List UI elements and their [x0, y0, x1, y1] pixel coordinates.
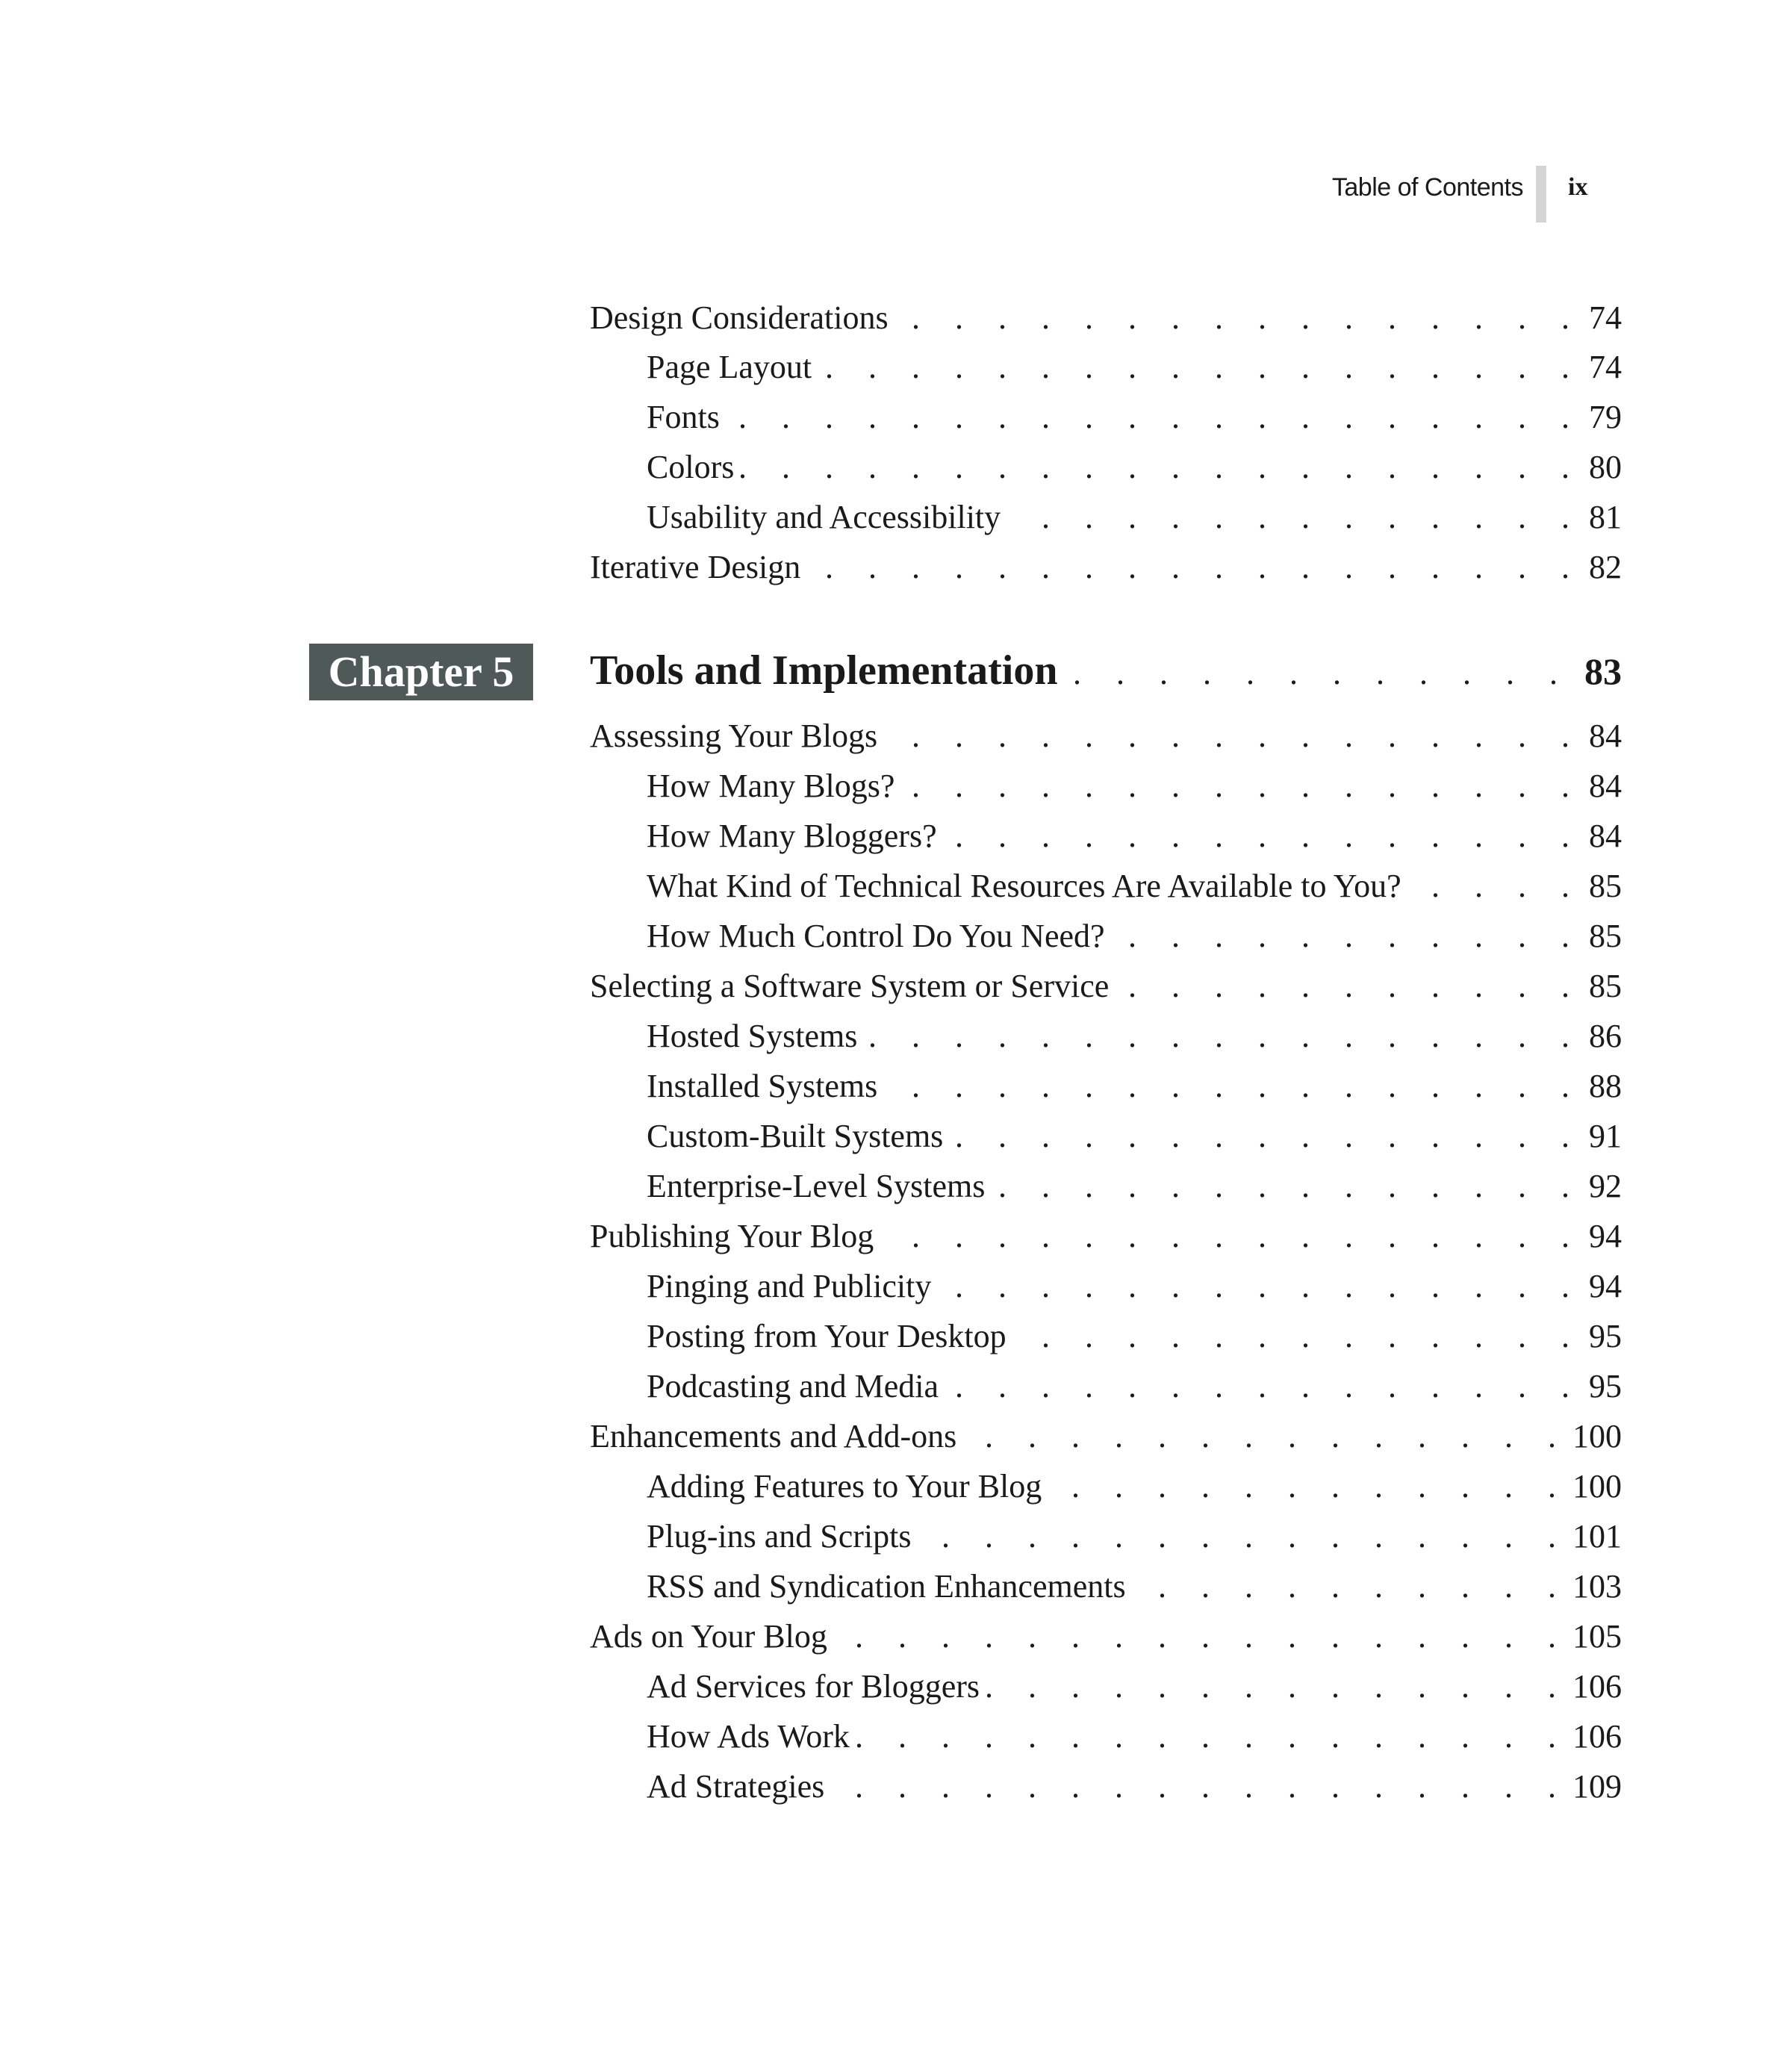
chapter-badge: Chapter 5: [309, 644, 533, 700]
toc-entry-title: Enterprise-Level Systems: [647, 1168, 986, 1204]
dot-leader: [883, 1067, 1583, 1105]
toc-entry-podcasting-media[interactable]: [647, 1367, 1622, 1412]
running-header-title: Table of Contents: [1331, 173, 1523, 202]
toc-entry-fonts[interactable]: [647, 398, 1622, 443]
dot-leader: [895, 299, 1583, 337]
dot-leader: [1012, 1317, 1583, 1355]
toc-entry-page: 94: [1589, 1268, 1622, 1304]
dot-leader: [830, 1767, 1569, 1805]
toc-entry-enhancements-addons[interactable]: [590, 1417, 1622, 1462]
toc-entry-ads-on-your-blog[interactable]: [590, 1617, 1622, 1662]
dot-leader: [818, 348, 1583, 386]
toc-entry-usability-accessibility[interactable]: [647, 498, 1622, 543]
toc-entry-colors[interactable]: [647, 448, 1622, 493]
toc-entry-page: 81: [1589, 499, 1622, 535]
toc-entry-page: 106: [1572, 1668, 1622, 1705]
dot-leader: [833, 1617, 1569, 1655]
toc-entry-page: 80: [1589, 449, 1622, 485]
toc-entry-page: 84: [1589, 768, 1622, 804]
dot-leader: [856, 1717, 1569, 1755]
toc-entry-page: 82: [1589, 549, 1622, 585]
toc-entry-page: 105: [1572, 1618, 1622, 1655]
toc-entry-page: 106: [1572, 1718, 1622, 1755]
toc-entry-title: Fonts: [647, 399, 720, 435]
toc-entry-pinging-publicity[interactable]: [647, 1267, 1622, 1312]
toc-entry-page: 94: [1589, 1218, 1622, 1254]
toc-entry-hosted-systems[interactable]: [647, 1017, 1622, 1062]
toc-entry-title: Ad Services for Bloggers: [647, 1668, 980, 1705]
toc-entry-title: Design Considerations: [590, 299, 889, 336]
dot-leader: [962, 1417, 1569, 1455]
toc-entry-page: 86: [1589, 1018, 1622, 1054]
toc-entry-page: 92: [1589, 1168, 1622, 1204]
toc-entry-title: Assessing Your Blogs: [590, 718, 878, 754]
dot-leader: [949, 1117, 1583, 1155]
toc-entry-custom-built-systems[interactable]: [647, 1117, 1622, 1162]
toc-entry-title: Hosted Systems: [647, 1018, 858, 1054]
toc-entry-title: How Many Bloggers?: [647, 818, 937, 854]
toc-entry-page: 84: [1589, 718, 1622, 754]
toc-entry-title: Selecting a Software System or Service: [590, 968, 1110, 1004]
toc-entry-title: Installed Systems: [647, 1068, 878, 1104]
dot-leader: [726, 398, 1583, 436]
toc-entry-page: 85: [1589, 968, 1622, 1004]
toc-entry-title: Usability and Accessibility: [647, 499, 1001, 535]
toc-entry-title: How Ads Work: [647, 1718, 850, 1755]
toc-entry-design-considerations[interactable]: [590, 299, 1622, 343]
toc-entry-adding-features[interactable]: [647, 1467, 1622, 1512]
toc-entry-title: Publishing Your Blog: [590, 1218, 874, 1254]
toc-entry-page: 91: [1589, 1118, 1622, 1154]
page-number: ix: [1568, 173, 1588, 201]
dot-leader: [943, 817, 1583, 855]
toc-entry-ad-strategies[interactable]: [647, 1767, 1622, 1812]
toc-entry-how-many-bloggers[interactable]: [647, 817, 1622, 862]
toc-entry-title: Enhancements and Add-ons: [590, 1418, 957, 1455]
dot-leader: [900, 767, 1583, 805]
toc-entry-page: 84: [1589, 818, 1622, 854]
toc-entry-installed-systems[interactable]: [647, 1067, 1622, 1112]
dot-leader: [991, 1167, 1583, 1205]
toc-entry-ad-services[interactable]: [647, 1667, 1622, 1712]
toc-entry-title: Colors: [647, 449, 735, 485]
dot-leader: [945, 1367, 1583, 1405]
header-divider-bar: [1536, 166, 1546, 223]
toc-entry-title: Custom-Built Systems: [647, 1118, 944, 1154]
toc-entry-title: Adding Features to Your Blog: [647, 1468, 1042, 1505]
toc-entry-page: 95: [1589, 1368, 1622, 1404]
toc-entry-technical-resources[interactable]: [647, 867, 1622, 912]
toc-entry-page: 74: [1589, 299, 1622, 336]
toc-entry-page: 101: [1572, 1518, 1622, 1555]
toc-entry-page: 109: [1572, 1768, 1622, 1805]
toc-entry-page: 100: [1572, 1468, 1622, 1505]
toc-entry-how-much-control[interactable]: [647, 917, 1622, 962]
toc-entry-posting-from-desktop[interactable]: [647, 1317, 1622, 1362]
toc-entry-page: 103: [1572, 1568, 1622, 1605]
toc-entry-title: Iterative Design: [590, 549, 801, 585]
dot-leader: [1048, 1467, 1569, 1505]
toc-entry-plugins-scripts[interactable]: [647, 1517, 1622, 1562]
toc-entry-page: 79: [1589, 399, 1622, 435]
dot-leader: [863, 1017, 1583, 1055]
toc-entry-title: Posting from Your Desktop: [647, 1318, 1007, 1354]
toc-entry-selecting-software[interactable]: [590, 967, 1622, 1012]
toc-entry-title: RSS and Syndication Enhancements: [647, 1568, 1126, 1605]
toc-entry-iterative-design[interactable]: [590, 548, 1622, 593]
toc-entry-page: 100: [1572, 1418, 1622, 1455]
toc-entry-assessing-your-blogs[interactable]: [590, 717, 1622, 762]
dot-leader: [1407, 867, 1583, 905]
toc-entry-title: Pinging and Publicity: [647, 1268, 932, 1304]
toc-entry-title: What Kind of Technical Resources Are Available to You?: [647, 868, 1401, 904]
chapter-title: Tools and Implementation: [590, 647, 1058, 694]
dot-leader: [1111, 917, 1583, 955]
toc-entry-publishing-your-blog[interactable]: [590, 1217, 1622, 1262]
toc-entry-page-layout[interactable]: [647, 348, 1622, 393]
dot-leader: [1132, 1567, 1569, 1605]
chapter-heading[interactable]: [590, 647, 1622, 706]
dot-leader: [806, 548, 1583, 586]
toc-entry-title: Ads on Your Blog: [590, 1618, 827, 1655]
toc-entry-rss-syndication[interactable]: [647, 1567, 1622, 1612]
dot-leader: [1064, 654, 1572, 692]
dot-leader: [986, 1667, 1569, 1705]
toc-entry-title: Ad Strategies: [647, 1768, 825, 1805]
toc-entry-page: 85: [1589, 918, 1622, 954]
toc-entry-how-many-blogs[interactable]: [647, 767, 1622, 812]
toc-entry-page: 88: [1589, 1068, 1622, 1104]
dot-leader: [883, 717, 1583, 755]
toc-entry-title: Plug-ins and Scripts: [647, 1518, 912, 1555]
toc-entry-title: Page Layout: [647, 349, 812, 385]
dot-leader: [1007, 498, 1583, 536]
toc-entry-title: How Much Control Do You Need?: [647, 918, 1105, 954]
toc-entry-page: 95: [1589, 1318, 1622, 1354]
dot-leader: [917, 1517, 1569, 1555]
toc-entry-title: How Many Blogs?: [647, 768, 895, 804]
toc-entry-how-ads-work[interactable]: [647, 1717, 1622, 1762]
dot-leader: [937, 1267, 1583, 1305]
toc-entry-title: Podcasting and Media: [647, 1368, 939, 1404]
dot-leader: [880, 1217, 1583, 1255]
dot-leader: [740, 448, 1583, 486]
toc-entry-page: 74: [1589, 349, 1622, 385]
running-header: [0, 166, 1792, 223]
toc-entry-enterprise-level-systems[interactable]: [647, 1167, 1622, 1212]
toc-entry-page: 85: [1589, 868, 1622, 904]
chapter-page: 83: [1584, 650, 1622, 692]
dot-leader: [1115, 967, 1583, 1005]
